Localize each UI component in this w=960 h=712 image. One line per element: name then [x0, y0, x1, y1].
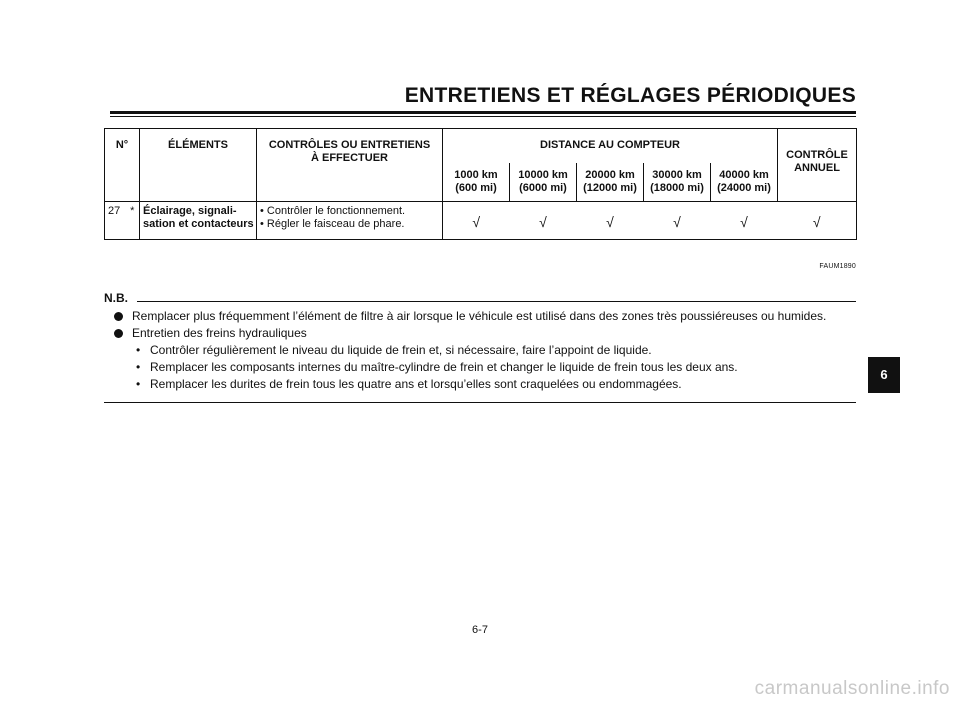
row-action-2: • Régler le faisceau de phare. — [260, 217, 405, 230]
col-distance-header: DISTANCE AU COMPTEUR — [443, 129, 778, 164]
page-title: ENTRETIENS ET RÉGLAGES PÉRIODIQUES — [404, 84, 856, 107]
title-rule — [110, 111, 856, 114]
maintenance-table — [104, 128, 857, 240]
distance-km: 20000 km — [585, 169, 635, 182]
check-mark: √ — [644, 202, 711, 240]
col-checks-line-2: À EFFECTUER — [311, 151, 388, 164]
row-action-1: • Contrôler le fonctionnement. — [260, 205, 406, 217]
check-mark: √ — [778, 202, 857, 240]
note-text: Remplacer plus fréquemment l’élément de filtre à air lorsque le véhicule est utilisé dans des zones très poussiéreuses ou humides. — [132, 309, 827, 323]
row-actions — [257, 202, 443, 240]
bullet-dot-icon: • — [136, 343, 141, 357]
col-no-header: N° — [105, 129, 140, 202]
row-number: 27 — [105, 202, 126, 240]
col-annual-line-1: CONTRÔLE — [786, 149, 848, 161]
col-checks-line-1: CONTRÔLES OU ENTRETIENS — [268, 139, 431, 151]
row-element — [140, 202, 257, 240]
note-list — [114, 308, 856, 393]
distance-mi: (12000 mi) — [583, 182, 637, 194]
check-mark: √ — [510, 202, 577, 240]
reference-code: FAUM1890 — [819, 263, 856, 270]
bullet-dot-icon: • — [136, 360, 141, 374]
distance-km: 40000 km — [719, 169, 769, 182]
distance-header — [711, 163, 778, 201]
bullet-dot-icon: • — [136, 377, 141, 391]
distance-mi: (18000 mi) — [650, 182, 704, 194]
distance-header — [443, 163, 510, 201]
distance-header — [577, 163, 644, 201]
chapter-tab: 6 — [868, 357, 900, 393]
note-subitem — [114, 376, 856, 393]
distance-km: 10000 km — [518, 169, 568, 182]
check-mark: √ — [577, 202, 644, 240]
col-elements-header: ÉLÉMENTS — [140, 129, 257, 202]
page-number: 6-7 — [472, 624, 488, 636]
note-item — [114, 308, 856, 325]
col-checks-header — [257, 129, 443, 202]
distance-mi: (6000 mi) — [519, 182, 567, 194]
bullet-icon — [114, 329, 123, 338]
distance-km: 30000 km — [652, 169, 702, 182]
bullet-icon — [114, 312, 123, 321]
note-subitem-text: Remplacer les composants internes du maître-cylindre de frein et changer le liquide de frein tous les deux ans. — [150, 360, 738, 374]
row-element-line-2: sation et contacteurs — [143, 217, 254, 230]
distance-header — [644, 163, 711, 201]
title-rule-thin — [110, 116, 856, 117]
note-subitem — [114, 342, 856, 359]
col-annual-header — [778, 129, 857, 202]
note-text: Entretien des freins hydrauliques — [132, 326, 307, 340]
note-subitem — [114, 359, 856, 376]
watermark: carmanualsonline.info — [754, 678, 950, 699]
row-mark: * — [126, 202, 140, 240]
row-element-line-1: Éclairage, signali- — [143, 205, 237, 217]
table-row — [105, 202, 857, 240]
distance-header — [510, 163, 577, 201]
distance-mi: (600 mi) — [455, 182, 497, 194]
table-header-row — [105, 129, 857, 164]
note-bottom-rule — [104, 402, 856, 403]
note-subitem-text: Contrôler régulièrement le niveau du liquide de frein et, si nécessaire, faire l’appoint de liquide. — [150, 343, 652, 357]
check-mark: √ — [711, 202, 778, 240]
distance-mi: (24000 mi) — [717, 182, 771, 194]
distance-km: 1000 km — [454, 169, 498, 182]
note-subitem-text: Remplacer les durites de frein tous les quatre ans et lorsqu’elles sont craquelées ou endommagées. — [150, 377, 682, 391]
note-label: N.B. — [104, 291, 128, 305]
note-item — [114, 325, 856, 342]
col-annual-line-2: ANNUEL — [794, 161, 840, 174]
note-rule — [137, 301, 856, 302]
check-mark: √ — [443, 202, 510, 240]
